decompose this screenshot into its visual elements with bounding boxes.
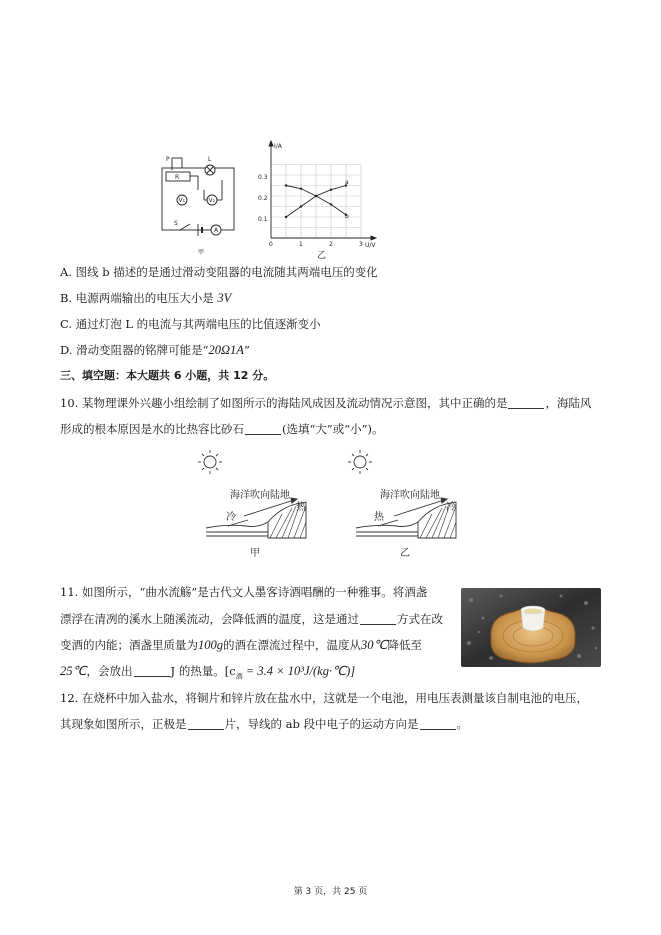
label-a-meter: A <box>214 227 219 234</box>
q11-text-3c: 降低至 <box>387 638 423 652</box>
y-tick-02: 0.2 <box>258 195 268 202</box>
series-point-b <box>300 187 302 189</box>
series-point-a <box>300 205 302 207</box>
curve-a-label: a <box>345 179 349 186</box>
q12-line-1: 12. 在烧杯中加入盐水，将铜片和锌片放在盐水中，这就是一个电池，用电压表测量该自制电池的电压， <box>60 691 588 705</box>
label-v2: V₂ <box>208 197 216 204</box>
q12-blank-2[interactable] <box>420 717 456 730</box>
curve-b-label: b <box>345 213 349 220</box>
q11-mass: 100g <box>198 638 223 652</box>
q10-blank-2[interactable] <box>245 422 281 435</box>
graph-xlabel: U/V <box>365 242 376 249</box>
x-tick-2: 2 <box>329 241 333 248</box>
q11-temp-start: 30℃ <box>361 638 388 652</box>
left-hot: 热 <box>296 502 306 513</box>
q11-line-3 <box>60 637 422 653</box>
label-r: R <box>175 174 180 181</box>
option-c: C. 通过灯泡 L 的电流与其两端电压的比值逐渐变小 <box>60 317 321 331</box>
option-d <box>60 342 250 358</box>
graph-caption: 乙 <box>317 251 327 260</box>
q11-text-2b: 方式在改 <box>397 612 443 626</box>
option-d-value: 20Ω1A <box>208 343 244 357</box>
section-heading: 三、填空题：本大题共 6 小题，共 12 分。 <box>60 369 275 382</box>
q10-line-1 <box>60 395 591 411</box>
q11-temp-end: 25℃ <box>60 664 87 678</box>
series-point-b <box>330 203 332 205</box>
option-a: A. 图线 b 描述的是通过滑动变阻器的电流随其两端电压的变化 <box>60 265 378 279</box>
option-d-close: ” <box>243 343 250 357</box>
label-p: P <box>166 156 170 163</box>
q10-blank-1[interactable] <box>508 396 544 409</box>
q11-text-3a: 变酒的内能；酒盏里质量为 <box>60 638 198 652</box>
right-hot: 热 <box>374 512 384 523</box>
series-point-b <box>285 184 287 186</box>
label-l: L <box>208 156 212 163</box>
option-b-value: 3V <box>217 291 232 305</box>
label-s: S <box>174 220 178 227</box>
q10-text-1a: 10. 某物理课外兴趣小组绘制了如图所示的海陆风成因及流动情况示意图，其中正确的是 <box>60 396 508 410</box>
q11-line-4 <box>60 663 355 684</box>
circuit-diagram <box>150 150 250 260</box>
wine-cup-photo <box>461 588 601 667</box>
q12-blank-1[interactable] <box>188 717 224 730</box>
q11-sub: 酒 <box>235 672 243 681</box>
option-d-text: D. 滑动变阻器的铭牌可能是“ <box>60 343 209 357</box>
q11-text-4b: J 的热量。[c <box>170 664 236 678</box>
right-caption: 乙 <box>400 548 410 559</box>
right-title: 海洋吹向陆地 <box>380 490 440 501</box>
q11-line-2 <box>60 611 443 627</box>
right-cold: 冷 <box>446 502 456 513</box>
q11-blank-1[interactable] <box>360 612 396 625</box>
label-v1: V₁ <box>178 197 186 204</box>
option-b <box>60 290 231 306</box>
y-tick-03: 0.3 <box>258 174 268 181</box>
q11-text-4a: ，会放出 <box>86 664 133 678</box>
q11-text-3b: 的酒在漂流过程中，温度从 <box>223 638 361 652</box>
q12-text-2c: 。 <box>456 717 469 731</box>
series-point-b <box>315 195 317 197</box>
q11-blank-2[interactable] <box>134 664 170 677</box>
q11-line-1: 11. 如图所示，“曲水流觞”是古代文人墨客诗酒唱酬的一种雅事。将酒盏 <box>60 585 428 599</box>
graph-ylabel: I/A <box>274 143 282 150</box>
q12-line-2 <box>60 716 468 732</box>
left-title: 海洋吹向陆地 <box>230 490 290 501</box>
q12-text-2b: 片，导线的 ab 段中电子的运动方向是 <box>224 717 419 731</box>
page-footer: 第 3 页，共 25 页 <box>293 887 368 897</box>
series-point-a <box>330 189 332 191</box>
sea-breeze-figure-right <box>346 442 466 564</box>
x-tick-1: 1 <box>299 241 303 248</box>
circuit-caption: 甲 <box>198 249 205 256</box>
q10-line-2 <box>60 421 384 437</box>
x-tick-0: 0 <box>269 241 273 248</box>
iu-graph <box>255 140 385 260</box>
q11-text-2a: 漂浮在清冽的溪水上随溪流动，会降低酒的温度，这是通过 <box>60 612 359 626</box>
q10-text-2b: (选填“大”或“小”)。 <box>282 422 384 436</box>
series-point-a <box>285 216 287 218</box>
q10-text-2a: 形成的根本原因是水的比热容比砂石 <box>60 422 244 436</box>
left-caption: 甲 <box>250 548 260 559</box>
left-cold: 冷 <box>226 512 236 523</box>
option-b-text: B. 电源两端输出的电压大小是 <box>60 291 218 305</box>
x-tick-3: 3 <box>359 241 363 248</box>
q12-text-2a: 其现象如图所示，正极是 <box>60 717 187 731</box>
q11-specific-heat: = 3.4 × 10³J/(kg·℃)] <box>242 664 356 678</box>
y-tick-01: 0.1 <box>258 216 268 223</box>
sea-breeze-figure-left <box>196 442 316 564</box>
q10-text-1b: ，海陆风 <box>545 396 592 410</box>
